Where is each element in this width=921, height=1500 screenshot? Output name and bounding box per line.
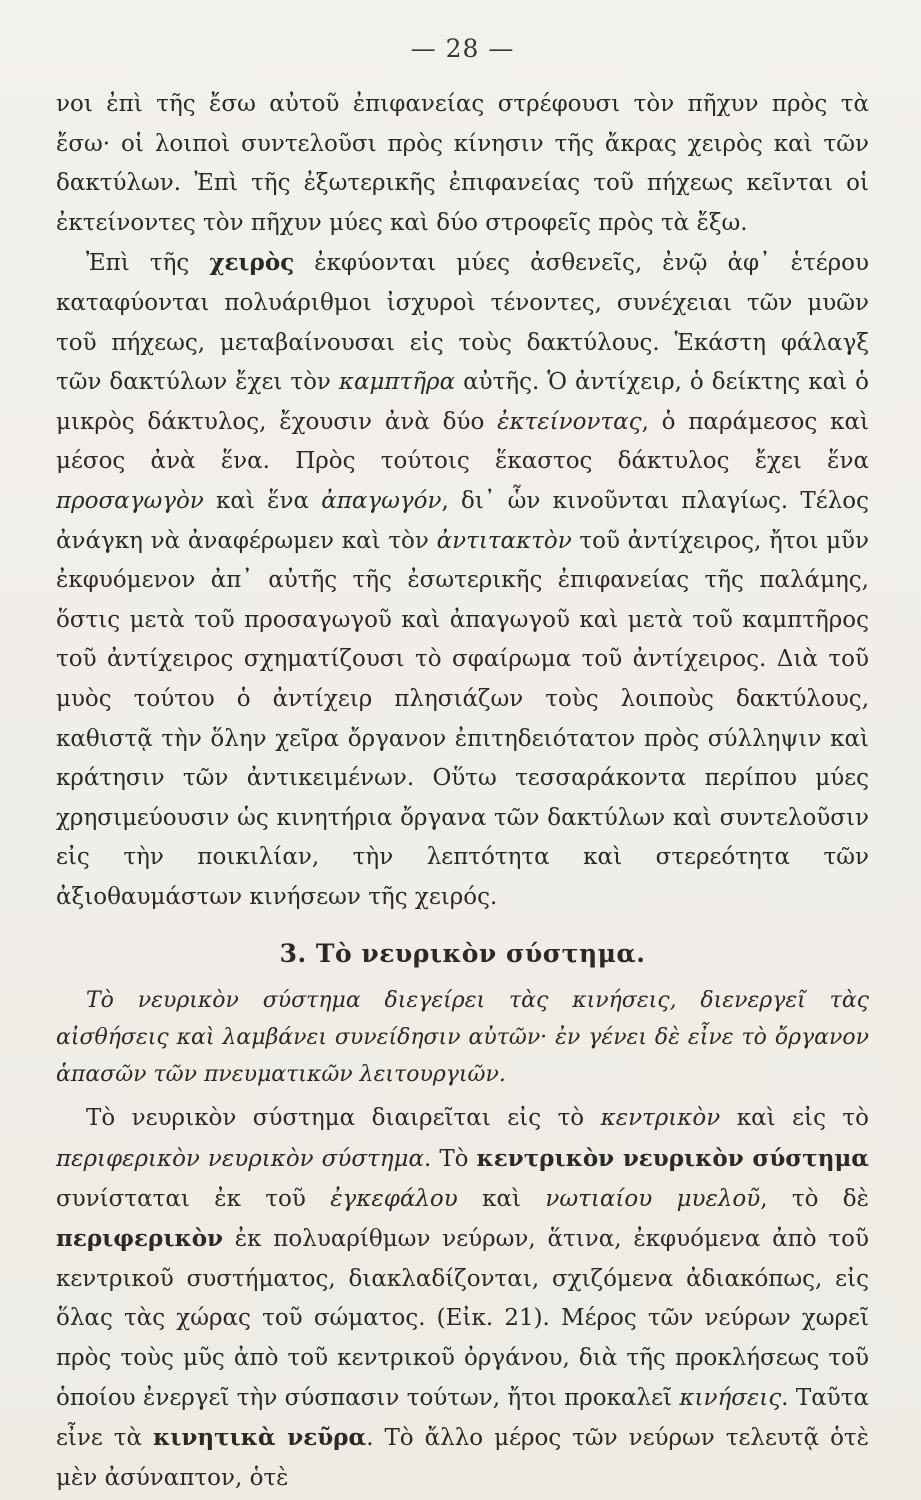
page-number: — 28 — [410,34,515,63]
section-heading: 3. Τὸ νευρικὸν σύστημα. [279,939,646,969]
text-run: συνίσταται ἐκ τοῦ [56,1185,331,1212]
text-run: Ἐπὶ τῆς [86,250,210,277]
paragraph-forearm-muscles [56,85,869,243]
italic-term: ἀπαγωγόν [321,487,442,514]
text-run: ἐκ πολυαρίθμων νεύρων, ἅτινα, ἐκφυόμενα ἀπὸ τοῦ κεντρικοῦ συστήματος, διακλαδίζονται, σχιζόμενα ἀδιακόπως, εἰς ὅλας τὰς χώρας τοῦ σώματος. (Εἰκ. 21). Μέρος τῶν νεύρων χωρεῖ πρὸς τοὺς μῦς ἀπὸ τοῦ κεντρικοῦ ὀργάνου, διὰ τῆς προκλήσεως τοῦ ὁποίου ἐνεργεῖ τὴν σύσπασιν τούτων, ἤτοι προκαλεῖ [56,1226,869,1411]
paragraph-forearm-text: νοι ἐπὶ τῆς ἔσω αὐτοῦ ἐπιφανείας στρέφουσι τὸν πῆχυν πρὸς τὰ ἔσω· οἱ λοιποὶ συντελοῦσι πρὸς κίνησιν τῆς ἄκρας χειρὸς καὶ τῶν δακτύλων. Ἐπὶ τῆς ἐξωτερικῆς ἐπιφανείας τοῦ πήχεως κεῖνται οἱ ἐκτείνοντες τὸν πῆχυν μύες καὶ δύο στροφεῖς πρὸς τὰ ἔξω. [56,91,869,236]
text-run: . Τὸ ἄλλο μέρος τῶν νεύρων τελευτᾷ ὁτὲ μὲν ἀσύναπτον, ὁτὲ [56,1425,869,1491]
paragraph-nervous-system [56,1099,869,1498]
bold-term: κινητικὰ νεῦρα [153,1424,367,1452]
bold-term: περιφερικὸν [56,1225,223,1253]
italic-term: κεντρικὸν [600,1105,721,1132]
text-run: ἐκφύονται μύες ἀσθενεῖς, ἐνῷ ἀφ᾽ ἑτέρου καταφύονται πολυάριθμοι ἰσχυροὶ τένοντες, συνέχειαι τῶν μυῶν τοῦ πήχεως, μεταβαίνουσαι εἰς τοὺς δακτύλους. Ἑκάστη φάλαγξ τῶν δακτύλων ἔχει τὸν [56,250,869,396]
text-run: , δι᾽ ὧν κινοῦνται πλαγίως. Τέλος ἀνάγκη νὰ ἀναφέρωμεν καὶ τὸν [56,487,869,554]
text-run: καὶ εἰς τὸ [720,1105,870,1132]
paragraph-hand-muscles [56,243,869,917]
italic-term: ἐγκεφάλου [330,1185,458,1212]
italic-term: νωτιαίου μυελοῦ [545,1185,761,1212]
text-run: . Τὸ [424,1146,477,1173]
text-run: καὶ [457,1185,546,1212]
text-run: αὐτῆς. Ὁ ἀντίχειρ, ὁ δείκτης καὶ ὁ μικρὸς δάκτυλος, ἔχουσιν ἀνὰ δύο [56,369,869,435]
italic-term: προσαγωγὸν [56,487,204,514]
text-run: καὶ ἕνα [203,487,322,514]
bold-term: χειρὸς [209,249,295,277]
section-summary: Τὸ νευρικὸν σύστημα διεγείρει τὰς κινήσεις, διενεργεῖ τὰς αἰσθήσεις καὶ λαμβάνει συνείδησιν αὐτῶν· ἐν γένει δὲ εἶνε τὸ ὄργανον ἁπασῶν τῶν πνευματικῶν λειτουργιῶν. [56,988,869,1088]
italic-term: καμπτῆρα [338,369,456,396]
text-run: τοῦ ἀντίχειρος, ἤτοι μῦν ἐκφυόμενον ἀπ᾽ αὐτῆς τῆς ἐσωτερικῆς ἐπιφανείας τῆς παλάμης, ὅστις μετὰ τοῦ προσαγωγοῦ καὶ ἀπαγωγοῦ καὶ μετὰ τοῦ καμπτῆρος τοῦ ἀντίχειρος σχηματίζουσι τὸ σφαίρωμα τοῦ ἀντίχειρος. Διὰ τοῦ μυὸς τούτου ὁ ἀντίχειρ πλησιάζων τοὺς λοιποὺς δακτύλους, καθιστᾷ τὴν ὅλην χεῖρα ὄργανον ἐπιτηδειότατον πρὸς σύλληψιν καὶ κράτησιν τῶν ἀντικειμένων. Οὕτω τεσσαράκοντα περίπου μύες χρησιμεύουσιν ὡς κινητήρια ὄργανα τῶν δακτύλων καὶ συντελοῦσιν εἰς τὴν ποικιλίαν, τὴν λεπτότητα καὶ στερεότητα τῶν ἀξιοθαυμάστων κινήσεων τῆς χειρός. [56,527,870,910]
italic-term: κινήσεις [679,1384,782,1411]
italic-term: περιφερικὸν νευρικὸν σύστημα [56,1146,425,1173]
text-run: Τὸ νευρικὸν σύστημα διαιρεῖται εἰς τὸ [86,1105,601,1132]
text-run: , τὸ δὲ [760,1185,869,1212]
italic-term: ἀντιτακτὸν [436,527,572,554]
text-run: , ὁ παράμεσος καὶ μέσος ἀνὰ ἕνα. Πρὸς τούτοις ἕκαστος δάκτυλος ἔχει ἕνα [56,408,869,475]
italic-term: ἐκτείνοντας [497,408,642,435]
text-run: . Ταῦτα εἶνε τὰ [56,1384,869,1452]
bold-term: κεντρικὸν νευρικὸν σύστημα [476,1145,869,1173]
